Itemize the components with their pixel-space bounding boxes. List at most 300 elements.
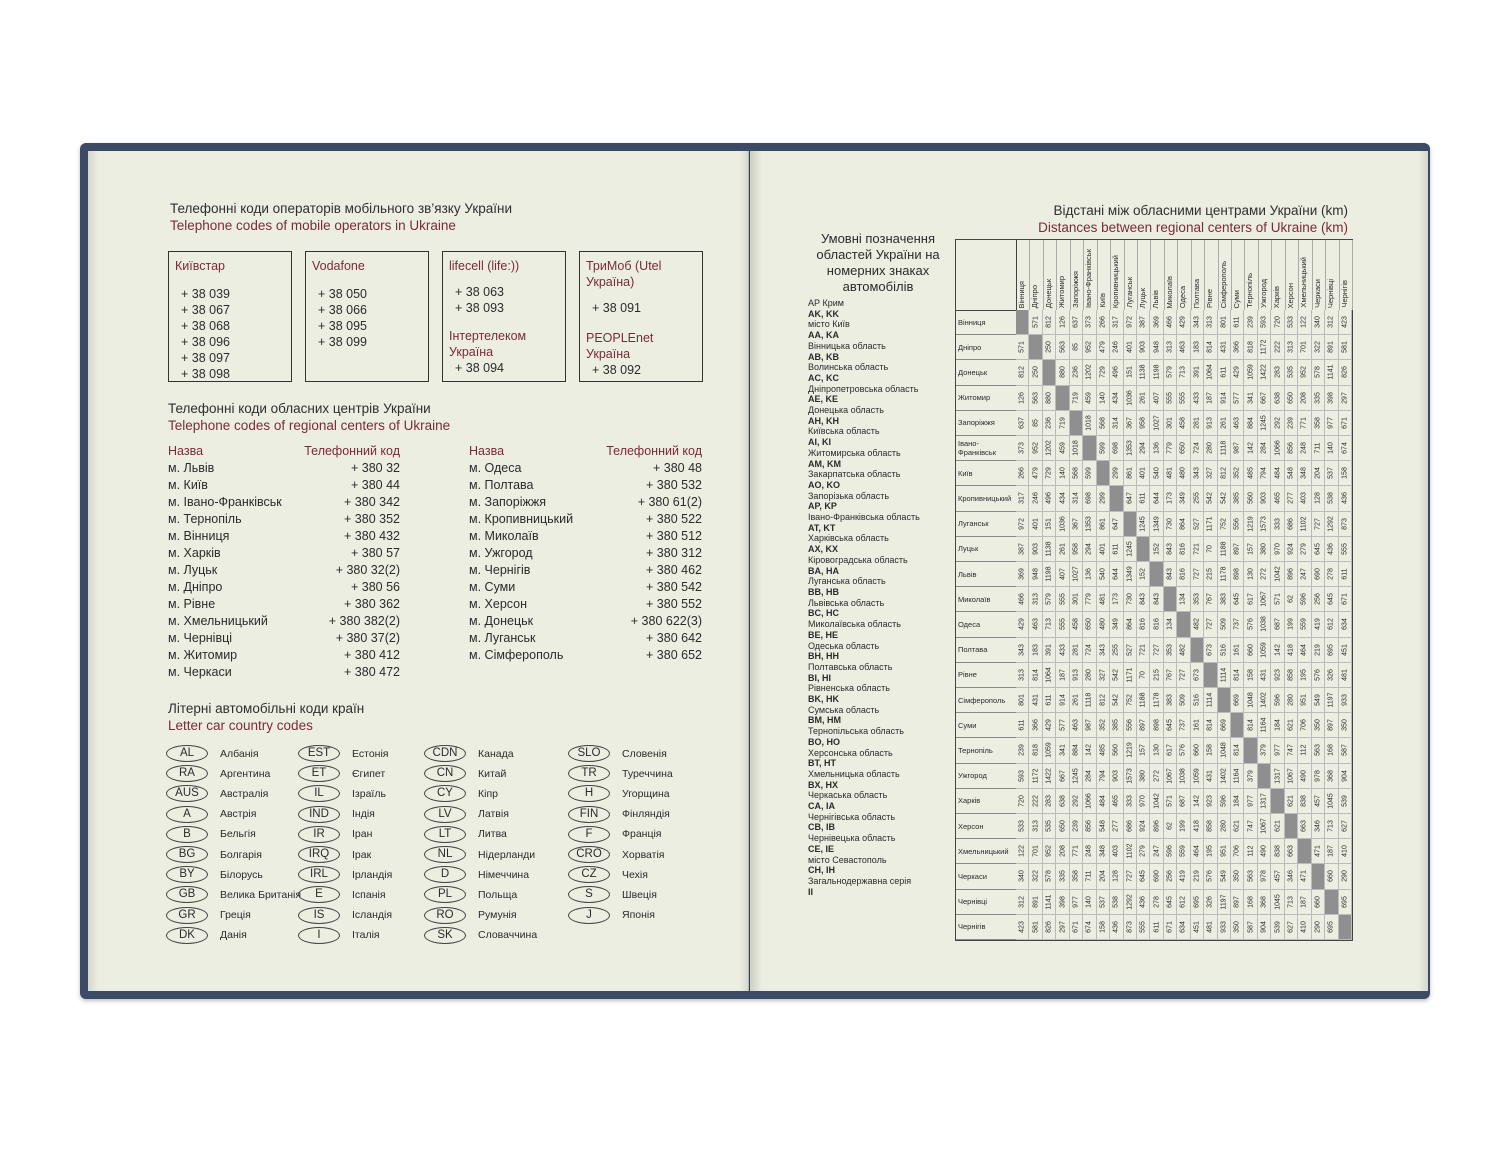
distance-value: 158 [1341, 467, 1349, 480]
distance-value: 122 [1300, 316, 1308, 328]
distance-value: 1349 [1126, 566, 1134, 582]
distance-value: 266 [1018, 467, 1026, 480]
distance-cell [1070, 461, 1083, 486]
distance-value: 62 [1166, 822, 1174, 830]
distance-value: 343 [1018, 643, 1026, 656]
distance-cell [1285, 738, 1298, 763]
country-code-oval: EST [298, 745, 340, 762]
distance-cell [1110, 486, 1123, 511]
legend-plate-code: AX, KX [808, 544, 839, 555]
distance-value: 856 [1287, 442, 1295, 454]
distance-table [955, 239, 1353, 941]
distance-cell [1177, 512, 1190, 537]
city-name: м. Одеса [469, 461, 522, 475]
distance-cell [1070, 486, 1083, 511]
city-code: + 380 552 [646, 597, 702, 611]
legend-region: Чернівецька область [808, 833, 896, 844]
distance-value: 140 [1059, 467, 1067, 480]
distance-cell [1029, 386, 1042, 411]
distance-value: 727 [1126, 870, 1134, 883]
distance-value: 686 [1287, 517, 1295, 530]
distance-value: 333 [1126, 795, 1134, 807]
distance-cell [1083, 537, 1096, 562]
distance-value: 168 [1327, 744, 1335, 757]
distance-value: 711 [1314, 442, 1322, 454]
distance-value: 596 [1300, 593, 1308, 606]
distance-cell [1070, 738, 1083, 763]
distance-value: 611 [1139, 492, 1147, 505]
distance-cell [1083, 486, 1096, 511]
distance-value: 1059 [1260, 641, 1268, 658]
distance-value: 1045 [1327, 793, 1335, 809]
distance-cell [1244, 310, 1257, 335]
distance-cell [1258, 713, 1271, 738]
distance-cell [1258, 789, 1271, 814]
distance-value: 340 [1018, 870, 1026, 883]
distance-value: 199 [1179, 820, 1187, 832]
distance-cell [1231, 612, 1244, 637]
distance-value: 1197 [1220, 894, 1228, 910]
distance-cell [1056, 612, 1069, 637]
city-code: + 380 462 [646, 563, 702, 577]
distance-cell [1110, 688, 1123, 713]
distance-cell [1244, 839, 1257, 864]
city-code: + 380 312 [646, 546, 702, 560]
distance-cell [1110, 789, 1123, 814]
distance-cell [1016, 864, 1029, 889]
country-name: Туреччина [622, 767, 673, 780]
distance-value: 352 [1233, 467, 1241, 480]
distance-cell [1177, 890, 1190, 915]
distance-value: 812 [1220, 467, 1228, 480]
distance-cell [1110, 638, 1123, 663]
distance-cell [1110, 411, 1123, 436]
column-header-city [1244, 240, 1258, 310]
distance-value: 297 [1341, 391, 1349, 404]
distance-cell [1298, 814, 1311, 839]
distance-value: 579 [1166, 366, 1174, 379]
distance-value: 951 [1220, 845, 1228, 858]
distance-value: 246 [1032, 492, 1040, 505]
distance-value: 555 [1139, 921, 1147, 933]
distance-value: 538 [1327, 492, 1335, 505]
city-name: м. Черкаси [168, 665, 232, 679]
distance-cell [1312, 486, 1325, 511]
city-code: + 380 472 [344, 665, 400, 679]
legend-plate-code: BE, HE [808, 629, 839, 640]
distance-cell [1218, 386, 1231, 411]
distance-cell [1244, 663, 1257, 688]
distance-value: 436 [1112, 921, 1120, 933]
distance-cell [1029, 612, 1042, 637]
distance-cell [1056, 562, 1069, 587]
distance-value: 826 [1341, 366, 1349, 379]
distance-cell [1029, 360, 1042, 385]
distance-value: 637 [1072, 316, 1080, 328]
distance-cell [1124, 764, 1137, 789]
distance-value: 559 [1179, 845, 1187, 858]
distance-cell [1016, 386, 1029, 411]
distance-value: 407 [1153, 391, 1161, 404]
distance-value: 667 [1059, 769, 1067, 782]
distance-value: 279 [1139, 845, 1147, 858]
distance-value: 539 [1341, 795, 1349, 807]
distance-cell [1204, 612, 1217, 637]
distance-value: 720 [1274, 316, 1282, 328]
distance-value: 612 [1179, 895, 1187, 908]
distance-cell [1110, 587, 1123, 612]
distance-cell [1083, 386, 1096, 411]
distance-value: 459 [1059, 442, 1067, 454]
distance-value: 913 [1206, 417, 1214, 429]
distance-value: 724 [1085, 643, 1093, 656]
column-header-city [1164, 240, 1178, 310]
distance-value: 1045 [1274, 893, 1282, 910]
city-name: м. Сімферополь [469, 648, 564, 662]
distance-cell [1271, 713, 1284, 738]
distance-cell [1285, 436, 1298, 461]
distance-value: 479 [1099, 341, 1107, 354]
distance-value: 1219 [1247, 515, 1255, 532]
distance-cell [1110, 864, 1123, 889]
distance-cell [1191, 310, 1204, 335]
distance-value: 650 [1085, 618, 1093, 631]
legend-region: Закарпатська область [808, 469, 901, 480]
distance-cell [1070, 335, 1083, 360]
distance-cell [1231, 512, 1244, 537]
country-code-item [298, 846, 371, 863]
distance-value: 634 [1179, 921, 1187, 933]
distance-value: 195 [1206, 845, 1214, 858]
city-row [168, 596, 400, 613]
distance-cell [1016, 461, 1029, 486]
country-code-oval: AL [166, 745, 208, 762]
distance-cell [1083, 512, 1096, 537]
column-name-header: Назва [469, 444, 505, 458]
distance-cell [1083, 436, 1096, 461]
table-header [469, 443, 702, 460]
distance-value: 1027 [1072, 566, 1080, 582]
distance-cell [1083, 411, 1096, 436]
distance-value: 978 [1314, 769, 1322, 782]
operator-code: + 38 095 [318, 319, 368, 333]
distance-value: 255 [1112, 643, 1120, 656]
distance-value: 1067 [1260, 818, 1268, 834]
city-row [469, 494, 702, 511]
distance-value: 581 [1341, 341, 1349, 354]
row-header-city: Донецьк [956, 360, 1016, 385]
distance-cell [1029, 486, 1042, 511]
distance-cell [1298, 789, 1311, 814]
distance-value: 1018 [1072, 440, 1080, 456]
distance-value: 433 [1193, 391, 1201, 404]
distance-value: 671 [1072, 921, 1080, 933]
distance-cell [1218, 789, 1231, 814]
distance-cell [1177, 839, 1190, 864]
distance-cell [1016, 713, 1029, 738]
country-name: Аргентина [220, 767, 271, 780]
distance-cell [1258, 638, 1271, 663]
country-code-item [166, 806, 256, 823]
distance-cell [1258, 436, 1271, 461]
country-code-item [298, 866, 392, 883]
distance-cell [1137, 764, 1150, 789]
distance-value: 1066 [1085, 793, 1093, 809]
distance-value: 1402 [1220, 767, 1228, 784]
distance-cell [1137, 512, 1150, 537]
distance-value: 480 [1099, 618, 1107, 631]
distance-value: 577 [1233, 391, 1241, 404]
distance-value: 423 [1341, 316, 1349, 328]
distance-cell [1097, 688, 1110, 713]
distance-value: 563 [1314, 744, 1322, 757]
city-name: м. Суми [469, 580, 516, 594]
distance-value: 1188 [1139, 692, 1147, 708]
distance-value: 70 [1139, 670, 1147, 679]
column-header-city [1218, 240, 1232, 310]
distance-value: 621 [1274, 820, 1282, 832]
distance-cell [1097, 436, 1110, 461]
distance-value: 627 [1341, 820, 1349, 832]
right-page [750, 151, 1418, 991]
legend-plate-code: BC, HC [808, 608, 839, 619]
distance-cell [1150, 310, 1163, 335]
distance-cell [1110, 890, 1123, 915]
distance-cell [1312, 764, 1325, 789]
distance-value: 858 [1287, 669, 1295, 681]
distance-value: 924 [1139, 820, 1147, 832]
distance-value: 353 [1166, 643, 1174, 656]
distance-cell [1244, 713, 1257, 738]
distance-cell [1312, 537, 1325, 562]
distance-cell [1070, 512, 1083, 537]
column-header-label: Кропивницький [1111, 254, 1121, 308]
country-name: Ірак [352, 848, 372, 861]
distance-value: 484 [1274, 467, 1282, 480]
distance-cell [1339, 915, 1352, 940]
distance-value: 563 [1059, 341, 1067, 354]
operator-name-2: PEOPLEnet Україна [586, 331, 654, 361]
country-name: Польща [478, 888, 518, 901]
distance-value: 555 [1341, 543, 1349, 555]
distance-cell [1325, 890, 1338, 915]
distance-cell [1070, 890, 1083, 915]
country-code-oval: I [298, 927, 340, 944]
distance-value: 419 [1314, 618, 1322, 631]
distance-value: 284 [1260, 442, 1268, 454]
distance-cell [1244, 360, 1257, 385]
distance-cell [1056, 486, 1069, 511]
country-code-oval: LV [424, 806, 466, 823]
distance-cell [1231, 738, 1244, 763]
distance-cell [1110, 562, 1123, 587]
distance-cell [1016, 663, 1029, 688]
city-code: + 380 342 [344, 495, 400, 509]
city-name: м. Ужгород [469, 546, 533, 560]
country-code-oval: SK [424, 927, 466, 944]
distance-value: 843 [1153, 593, 1161, 606]
distance-cell [1164, 789, 1177, 814]
distance-value: 151 [1126, 366, 1134, 379]
city-code: + 380 382(2) [328, 614, 400, 628]
country-name: Словаччина [478, 929, 538, 942]
distance-value: 1245 [1126, 541, 1134, 557]
distance-cell [1137, 411, 1150, 436]
distance-cell [1177, 814, 1190, 839]
distance-value: 898 [1153, 719, 1161, 732]
distance-value: 297 [1059, 921, 1067, 933]
distance-value: 465 [1112, 795, 1120, 807]
distance-value: 301 [1072, 593, 1080, 606]
distance-cell [1218, 814, 1231, 839]
city-name: м. Донецьк [469, 614, 534, 628]
distance-cell [1204, 436, 1217, 461]
distance-cell [1070, 537, 1083, 562]
distance-cell [1137, 587, 1150, 612]
distance-cell [1070, 839, 1083, 864]
distance-value: 864 [1126, 618, 1134, 631]
legend-plate-code: AC, KC [808, 372, 839, 383]
operator-code: + 38 094 [455, 361, 505, 375]
column-header-label: Київ [1097, 293, 1107, 308]
distance-value: 1042 [1274, 566, 1282, 582]
distance-value: 516 [1193, 694, 1201, 706]
city-name: м. Луцьк [168, 563, 218, 577]
distance-value: 369 [1018, 568, 1026, 580]
column-header-city [1177, 240, 1191, 310]
distance-cell [1043, 789, 1056, 814]
distance-cell [1231, 864, 1244, 889]
distance-value: 466 [1166, 316, 1174, 328]
distance-cell [1097, 310, 1110, 335]
distance-value: 1164 [1260, 717, 1268, 733]
distance-cell [1043, 890, 1056, 915]
distance-value: 352 [1099, 719, 1107, 732]
regional-title-ua: Телефонні коди обласних центрів України [168, 401, 431, 416]
distance-cell [1204, 360, 1217, 385]
legend-plate-code: AM, KM [808, 458, 841, 469]
city-code: + 380 37(2) [335, 631, 400, 645]
legend-plate-code: BK, HK [808, 694, 839, 705]
city-code: + 380 56 [350, 580, 400, 594]
distance-value: 695 [1193, 895, 1201, 908]
operator-code: + 38 097 [181, 351, 231, 365]
country-name: Австрія [220, 808, 257, 821]
distance-value: 1198 [1045, 566, 1053, 582]
legend-plate-code: BB, HB [808, 586, 839, 597]
distance-value: 208 [1300, 391, 1308, 404]
distance-title-en: Distances between regional centers of Ukraine (km) [1038, 220, 1348, 235]
distance-cell [1043, 663, 1056, 688]
distance-value: 1317 [1260, 793, 1268, 809]
country-code-item [166, 907, 251, 924]
column-header-label: Одеса [1178, 285, 1188, 308]
distance-cell [1325, 587, 1338, 612]
distance-cell [1177, 461, 1190, 486]
distance-value: 239 [1072, 820, 1080, 832]
distance-value: 903 [1139, 341, 1147, 354]
distance-value: 838 [1300, 795, 1308, 807]
distance-value: 701 [1032, 845, 1040, 858]
distance-value: 313 [1018, 669, 1026, 681]
distance-value: 571 [1274, 593, 1282, 606]
distance-cell [1312, 436, 1325, 461]
distance-cell [1218, 663, 1231, 688]
city-name: м. Львів [168, 461, 215, 475]
distance-cell [1218, 486, 1231, 511]
distance-value: 183 [1193, 341, 1201, 354]
distance-value: 1064 [1045, 667, 1053, 683]
distance-cell [1244, 789, 1257, 814]
distance-cell [1097, 335, 1110, 360]
distance-value: 199 [1287, 618, 1295, 631]
distance-value: 650 [1287, 391, 1295, 404]
distance-value: 433 [1059, 643, 1067, 656]
distance-value: 560 [1112, 744, 1120, 757]
distance-value: 509 [1179, 694, 1187, 706]
distance-value: 578 [1314, 366, 1322, 379]
column-header-city [1191, 240, 1205, 310]
distance-cell [1150, 335, 1163, 360]
distance-value: 542 [1220, 492, 1228, 505]
distance-cell [1177, 587, 1190, 612]
distance-cell [1137, 663, 1150, 688]
distance-value: 645 [1314, 543, 1322, 555]
country-code-oval: BG [166, 846, 208, 863]
column-header-city [1150, 240, 1164, 310]
distance-cell [1298, 512, 1311, 537]
legend-region: місто Севастополь [808, 854, 887, 865]
distance-cell [1204, 663, 1217, 688]
distance-value: 239 [1018, 744, 1026, 757]
distance-value: 261 [1220, 417, 1228, 429]
distance-cell [1191, 915, 1204, 940]
distance-value: 290 [1341, 870, 1349, 883]
column-header-label: Запоріжжя [1070, 271, 1080, 308]
distance-value: 401 [1032, 517, 1040, 530]
distance-cell [1029, 310, 1042, 335]
right-page-edge [1418, 151, 1428, 991]
distance-cell [1177, 713, 1190, 738]
row-header-city: Суми [956, 713, 1016, 738]
distance-value: 136 [1085, 568, 1093, 580]
column-header-city [1056, 240, 1070, 310]
country-code-oval: A [166, 806, 208, 823]
distance-value: 977 [1327, 417, 1335, 429]
city-code: + 380 44 [350, 478, 400, 492]
distance-cell [1325, 713, 1338, 738]
distance-cell [1056, 915, 1069, 940]
distance-cell [1083, 864, 1096, 889]
column-header-label: Донецьк [1043, 278, 1053, 308]
distance-value: 299 [1099, 492, 1107, 505]
operator-box-trimob [579, 251, 703, 382]
distance-value: 1245 [1072, 767, 1080, 784]
distance-value: 278 [1327, 568, 1335, 580]
city-row [168, 664, 400, 681]
distance-cell [1070, 587, 1083, 612]
distance-cell [1285, 663, 1298, 688]
distance-value: 246 [1112, 341, 1120, 354]
distance-cell [1150, 789, 1163, 814]
distance-value: 280 [1085, 669, 1093, 681]
distance-cell [1097, 738, 1110, 763]
distance-cell [1029, 638, 1042, 663]
distance-cell [1218, 638, 1231, 663]
country-code-oval: CDN [424, 745, 466, 762]
distance-cell [1016, 915, 1029, 940]
distance-cell [1218, 738, 1231, 763]
